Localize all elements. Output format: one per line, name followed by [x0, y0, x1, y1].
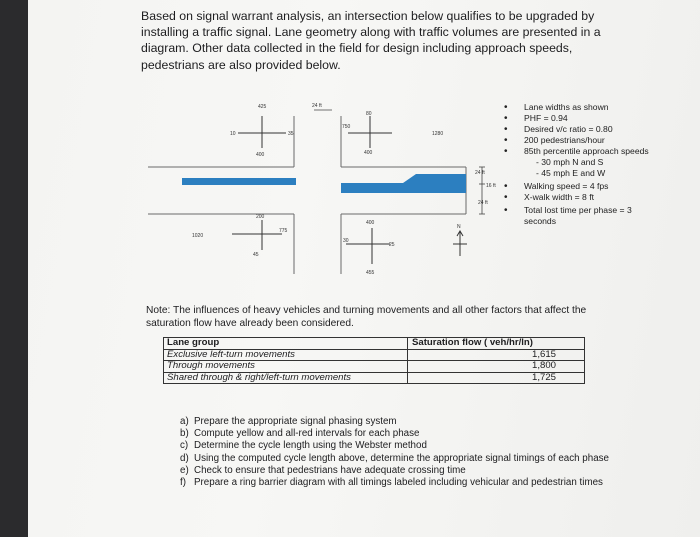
bullet-approach-speeds: • 85th percentile approach speeds: [502, 146, 662, 157]
ur-south-volume: 400: [364, 150, 373, 156]
bullet-phf: • PHF = 0.94: [502, 113, 662, 124]
westbound-lane-highlight: [182, 178, 296, 185]
task-c: c) Determine the cycle length using the Webster method: [180, 440, 427, 452]
width-label-24ft: 24 ft: [475, 170, 485, 176]
north-arrow-icon: [453, 231, 467, 256]
table-row: [164, 361, 585, 373]
eastbound-lane-highlight: [341, 174, 466, 193]
lr-west-volume: 30: [343, 238, 349, 244]
ur-west-volume: 750: [342, 124, 351, 130]
movement-upper-right: [348, 116, 392, 148]
header-lane-group: Lane group: [164, 338, 408, 350]
ul-east-volume: 35: [288, 131, 294, 137]
problem-intro: Based on signal warrant analysis, an intersection below qualifies to be upgraded by installing a traffic signal. Lane geometry along with traffic volumes are presented in a diagram. Other data collected in the field for design including approach speeds, pedestrians are also provided below.: [141, 9, 601, 72]
bullet-lost-time: • Total lost time per phase = 3 seconds: [502, 205, 662, 227]
movement-upper-left: [238, 116, 286, 148]
saturation-flow-cell: 1,725: [408, 372, 585, 384]
bullet-lane-widths: • Lane widths as shown: [502, 102, 662, 113]
table-row: [164, 372, 585, 384]
ll-north-volume: 200: [256, 214, 265, 220]
saturation-flow-cell: 1,800: [408, 361, 585, 373]
ul-west-volume: 10: [230, 131, 236, 137]
bullet-vc-ratio: • Desired v/c ratio = 0.80: [502, 124, 662, 135]
bullet-walking-speed: • Walking speed = 4 fps: [502, 181, 662, 192]
width-label-top: 24 ft: [312, 103, 322, 109]
north-label: N: [457, 224, 461, 230]
bullet-xwalk-width: • X-walk width = 8 ft: [502, 192, 662, 203]
saturation-note: Note: The influences of heavy vehicles and turning movements and all other factors that affect the saturation flow have already been considered.: [146, 305, 587, 329]
speed-ew: - 45 mph E and W: [536, 168, 606, 178]
table-header-row: [164, 338, 585, 350]
lr-east-volume: 25: [389, 242, 395, 248]
lane-group-cell: Shared through & right/left-turn movements: [164, 372, 408, 384]
task-list: [180, 416, 650, 489]
task-e: e) Check to ensure that pedestrians have adequate crossing time: [180, 464, 466, 476]
lr-south-volume: 455: [366, 270, 375, 276]
movement-lower-left: [232, 220, 282, 250]
intersection-diagram: [148, 96, 498, 286]
speed-ns: - 30 mph N and S: [536, 157, 604, 167]
road-edges: [148, 116, 466, 274]
document-page: [28, 0, 700, 537]
ul-south-volume: 400: [256, 152, 265, 158]
lane-group-cell: Through movements: [164, 361, 408, 373]
saturation-flow-table: [163, 337, 585, 384]
table-row: [164, 349, 585, 361]
task-d: d) Using the computed cycle length above, determine the appropriate signal timings of each phase: [180, 452, 609, 464]
bullet-pedestrians: • 200 pedestrians/hour: [502, 135, 662, 146]
width-label-16ft: 16 ft: [486, 183, 496, 189]
task-b: b) Compute yellow and all-red intervals for each phase: [180, 428, 420, 440]
lane-group-cell: Exclusive left-turn movements: [164, 349, 408, 361]
header-saturation-flow: Saturation flow ( veh/hr/ln): [408, 338, 585, 350]
ll-east-volume: 775: [279, 228, 288, 234]
task-f: f) Prepare a ring barrier diagram with all timings labeled including vehicular and pedestrian times: [180, 477, 603, 489]
lr-north-volume: 400: [366, 220, 375, 226]
ll-west-volume: 1020: [192, 233, 204, 239]
task-a: a) Prepare the appropriate signal phasing system: [180, 416, 397, 427]
movement-lower-right: [346, 228, 390, 264]
ur-east-volume: 1280: [432, 131, 444, 137]
saturation-flow-cell: 1,615: [408, 349, 585, 361]
design-data-list: [502, 102, 662, 227]
ll-south-volume: 45: [253, 252, 259, 258]
ur-north-volume: 80: [366, 111, 372, 117]
ul-north-volume: 425: [258, 104, 267, 110]
width-label-24ft-lower: 24 ft: [478, 200, 488, 206]
